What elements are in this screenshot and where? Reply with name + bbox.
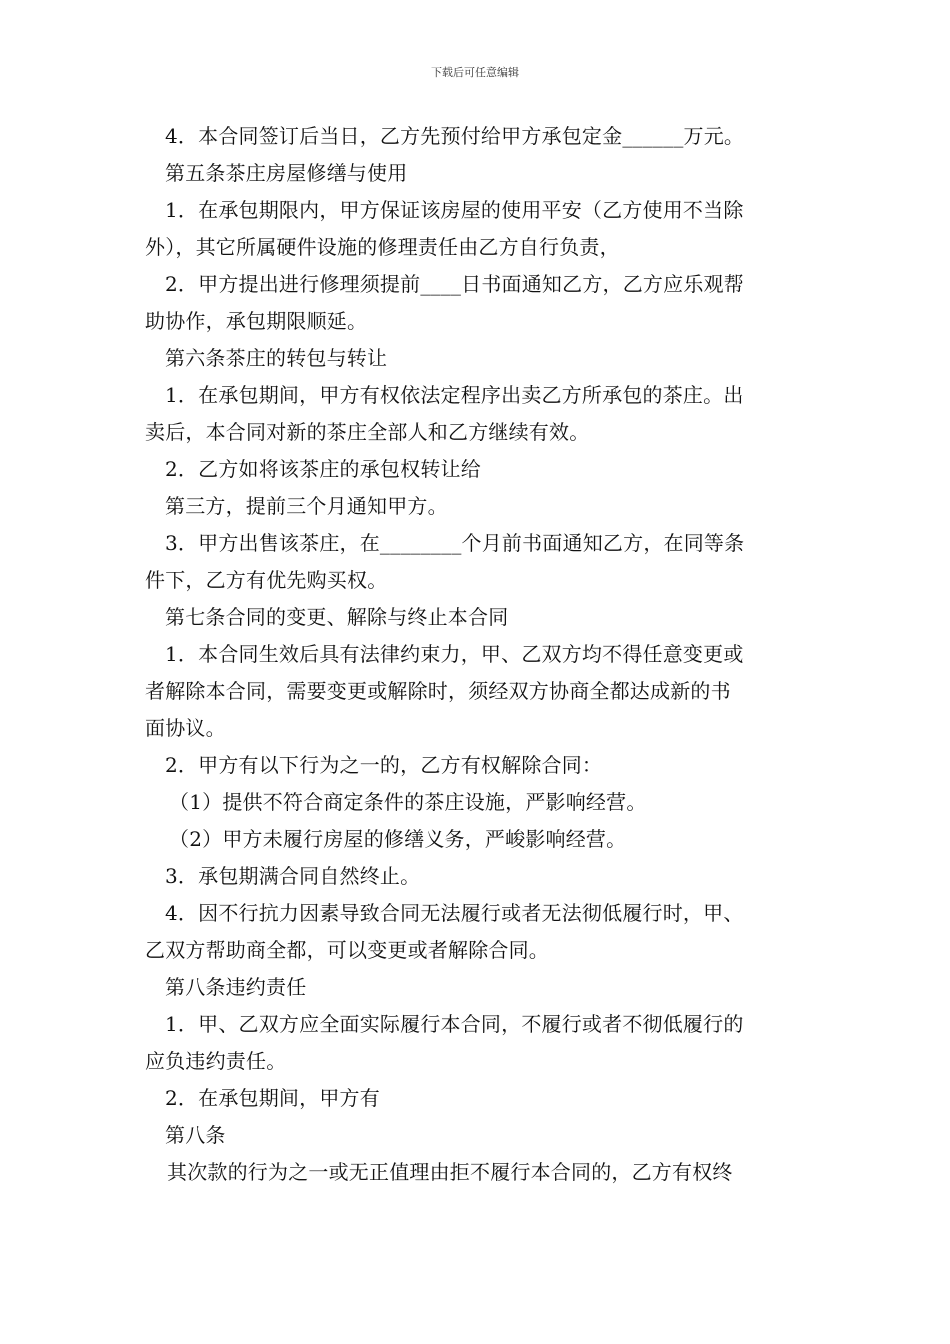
section-heading: 第七条合同的变更、解除与终止本合同 [165,605,509,629]
section-heading: 第八条违约责任 [165,975,307,999]
text-line: 4．本合同签订后当日，乙方先预付给甲方承包定金______万元。 [165,124,745,148]
text-line: 4．因不行抗力因素导致合同无法履行或者无法彻低履行时，甲、 [165,901,744,925]
text-line: 助协作，承包期限顺延。 [145,309,368,333]
document-body [145,118,815,1191]
text-line: （1）提供不符合商定条件的茶庄设施，严影响经营。 [169,790,647,814]
text-line: 者解除本合同，需要变更或解除时，须经双方协商全都达成新的书 [145,679,731,703]
section-heading: 第八条 [165,1123,226,1147]
text-line: 2．乙方如将该茶庄的承包权转让给 [165,457,481,481]
text-line: 面协议。 [145,716,226,740]
text-line: 1．本合同生效后具有法律约束力，甲、乙双方均不得任意变更或 [165,642,744,666]
section-heading: 第五条茶庄房屋修缮与使用 [165,161,408,185]
text-line: 2．甲方有以下行为之一的，乙方有权解除合同： [165,753,603,777]
page-header: 下载后可任意编辑 [431,66,519,79]
text-line: （2）甲方未履行房屋的修缮义务，严峻影响经营。 [169,827,627,851]
text-line: 卖后，本合同对新的茶庄全部人和乙方继续有效。 [145,420,590,444]
text-line: 3．承包期满合同自然终止。 [165,864,421,888]
text-line: 2．在承包期间，甲方有 [165,1086,380,1110]
text-line: 1．在承包期限内，甲方保证该房屋的使用平安（乙方使用不当除 [165,198,744,222]
text-line: 1．甲、乙双方应全面实际履行本合同，不履行或者不彻低履行的 [165,1012,744,1036]
text-line: 件下，乙方有优先购买权。 [145,568,388,592]
text-line: 第三方，提前三个月通知甲方。 [165,494,448,518]
text-line: 其次款的行为之一或无正值理由拒不履行本合同的，乙方有权终 [167,1160,733,1184]
text-line: 2．甲方提出进行修理须提前____日书面通知乙方，乙方应乐观帮 [165,272,744,296]
section-heading: 第六条茶庄的转包与转让 [165,346,388,370]
text-line: 3．甲方出售该茶庄，在________个月前书面通知乙方，在同等条 [165,531,745,555]
text-line: 外），其它所属硬件设施的修理责任由乙方自行负责， [145,235,620,259]
text-line: 1．在承包期间，甲方有权依法定程序出卖乙方所承包的茶庄。出 [165,383,744,407]
text-line: 乙双方帮助商全都，可以变更或者解除合同。 [145,938,549,962]
text-line: 应负违约责任。 [145,1049,287,1073]
